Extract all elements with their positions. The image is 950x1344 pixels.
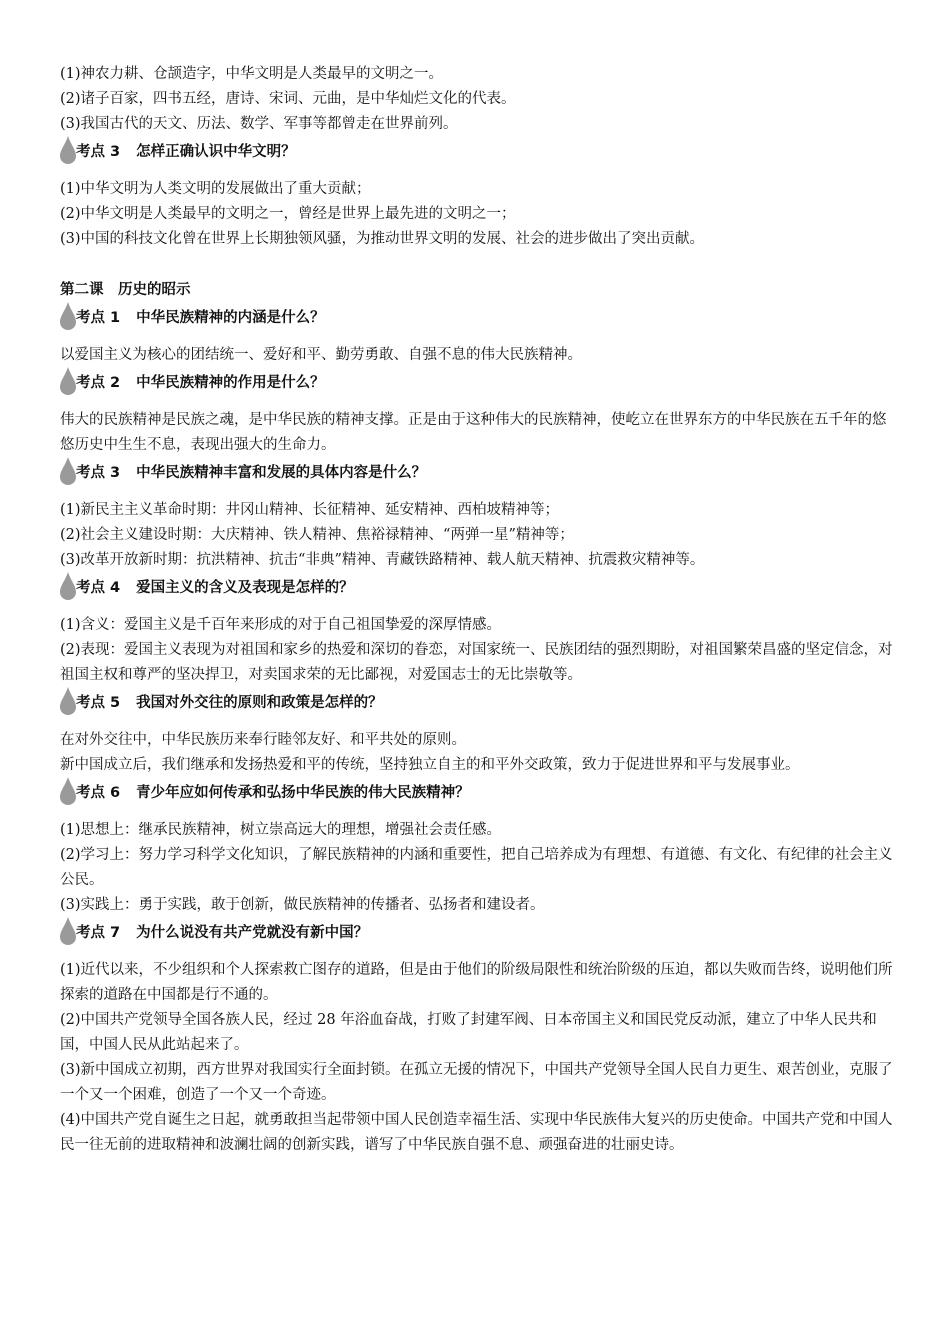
- kaodian-label: 考点 3: [76, 144, 121, 160]
- list-item: (3)改革开放新时期：抗洪精神、抗击“非典”精神、青藏铁路精神、载人航天精神、抗震救灾精神等。: [60, 552, 705, 568]
- list-item: (1)近代以来，不少组织和个人探索救亡图存的道路，但是由于他们的阶级局限性和统治阶级的压迫，都以失败而告终，说明他们所探索的道路在中国都是行不通的。: [60, 962, 893, 1003]
- list-item: (3)实践上：勇于实践，敢于创新，做民族精神的传播者、弘扬者和建设者。: [60, 897, 545, 913]
- kaodian-title: 怎样正确认识中华文明？: [136, 144, 296, 160]
- paragraph: 以爱国主义为核心的团结统一、爱好和平、勤劳勇敢、自强不息的伟大民族精神。: [60, 347, 582, 363]
- list-item: (2)学习上：努力学习科学文化知识，了解民族精神的内涵和重要性，把自己培养成为有理想、有道德、有文化、有纪律的社会主义公民。: [60, 847, 893, 888]
- kaodian-label: 考点 4: [76, 580, 121, 596]
- kaodian-title: 中华民族精神丰富和发展的具体内容是什么？: [136, 465, 427, 481]
- kaodian-label: 考点 2: [76, 375, 121, 391]
- list-item: (3)新中国成立初期，西方世界对我国实行全面封锁。在孤立无援的情况下，中国共产党领导全国人民自力更生、艰苦创业，克服了一个又一个困难，创造了一个又一个奇迹。: [60, 1062, 893, 1103]
- list-item: (3)中国的科技文化曾在世界上长期独领风骚，为推动世界文明的发展、社会的进步做出了突出贡献。: [60, 231, 705, 247]
- kaodian-heading-3: [60, 458, 896, 488]
- paragraph: 在对外交往中，中华民族历来奉行睦邻友好、和平共处的原则。: [60, 732, 466, 748]
- kaodian-heading-1: [60, 303, 896, 333]
- water-drop-icon: [58, 686, 78, 716]
- kaodian-label: 考点 6: [76, 785, 121, 801]
- list-item: (2)表现：爱国主义表现为对祖国和家乡的热爱和深切的眷恋，对国家统一、民族团结的强烈期盼，对祖国繁荣昌盛的坚定信念，对祖国主权和尊严的坚决捍卫，对卖国求荣的无比鄙视，对爱国志士的无比崇敬等。: [60, 642, 893, 683]
- water-drop-icon: [58, 135, 78, 165]
- list-item: (2)中国共产党领导全国各族人民，经过 28 年浴血奋战，打败了封建军阀、日本帝国主义和国民党反动派，建立了中华人民共和国，中国人民从此站起来了。: [60, 1012, 877, 1053]
- intro-item-2: (2)诸子百家，四书五经，唐诗、宋词、元曲，是中华灿烂文化的代表。: [60, 91, 516, 107]
- kaodian-label: 考点 7: [76, 925, 121, 941]
- kaodian-label: 考点 5: [76, 695, 121, 711]
- kaodian-heading-l1-3: [60, 137, 896, 167]
- water-drop-icon: [58, 456, 78, 486]
- kaodian-title: 中华民族精神的作用是什么？: [136, 375, 325, 391]
- kaodian-heading-5: [60, 688, 896, 718]
- kaodian-label: 考点 1: [76, 310, 121, 326]
- water-drop-icon: [58, 776, 78, 806]
- list-item: (1)新民主主义革命时期：井冈山精神、长征精神、延安精神、西柏坡精神等；: [60, 502, 560, 518]
- list-item: (1)思想上：继承民族精神，树立崇高远大的理想，增强社会责任感。: [60, 822, 502, 838]
- paragraph: 伟大的民族精神是民族之魂，是中华民族的精神支撑。正是由于这种伟大的民族精神，使屹立在世界东方的中华民族在五千年的悠悠历史中生生不息，表现出强大的生命力。: [60, 412, 887, 453]
- kaodian-heading-7: [60, 918, 896, 948]
- lesson-title: 第二课 历史的昭示: [60, 282, 191, 298]
- kaodian-title: 为什么说没有共产党就没有新中国？: [136, 925, 369, 941]
- kaodian-heading-6: [60, 778, 896, 808]
- kaodian-heading-2: [60, 368, 896, 398]
- list-item: (2)中华文明是人类最早的文明之一，曾经是世界上最先进的文明之一；: [60, 206, 516, 222]
- list-item: (4)中国共产党自诞生之日起，就勇敢担当起带领中国人民创造幸福生活、实现中华民族伟大复兴的历史使命。中国共产党和中国人民一往无前的进取精神和波澜壮阔的创新实践，谱写了中华民族自强不息、顽强奋进的壮丽史诗。: [60, 1112, 893, 1153]
- list-item: (1)中华文明为人类文明的发展做出了重大贡献；: [60, 181, 371, 197]
- list-item: (1)含义：爱国主义是千百年来形成的对于自己祖国挚爱的深厚情感。: [60, 617, 502, 633]
- intro-item-3: (3)我国古代的天文、历法、数学、军事等都曾走在世界前列。: [60, 116, 458, 132]
- water-drop-icon: [58, 366, 78, 396]
- list-item: (2)社会主义建设时期：大庆精神、铁人精神、焦裕禄精神、“两弹一星”精神等；: [60, 527, 574, 543]
- document-page: [60, 62, 896, 1158]
- kaodian-label: 考点 3: [76, 465, 121, 481]
- kaodian-title: 我国对外交往的原则和政策是怎样的？: [136, 695, 383, 711]
- kaodian-heading-4: [60, 573, 896, 603]
- water-drop-icon: [58, 301, 78, 331]
- kaodian-title: 中华民族精神的内涵是什么？: [136, 310, 325, 326]
- water-drop-icon: [58, 571, 78, 601]
- paragraph: 新中国成立后，我们继承和发扬热爱和平的传统，坚持独立自主的和平外交政策，致力于促进世界和平与发展事业。: [60, 757, 800, 773]
- kaodian-title: 爱国主义的含义及表现是怎样的？: [136, 580, 354, 596]
- kaodian-title: 青少年应如何传承和弘扬中华民族的伟大民族精神？: [136, 785, 470, 801]
- water-drop-icon: [58, 916, 78, 946]
- intro-item-1: (1)神农力耕、仓颉造字，中华文明是人类最早的文明之一。: [60, 66, 444, 82]
